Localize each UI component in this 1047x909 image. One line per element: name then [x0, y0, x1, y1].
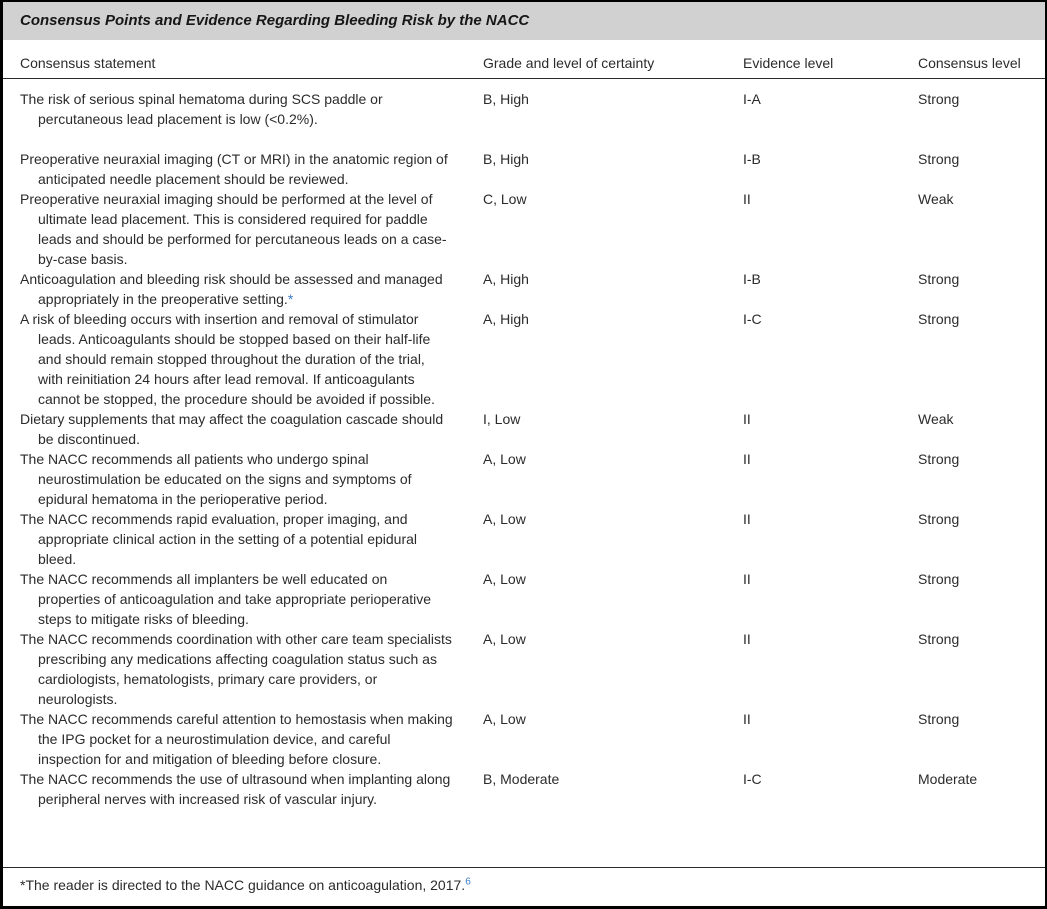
cell-consensus-statement: The risk of serious spinal hematoma during SCS paddle or percutaneous lead placement is low (<0.2%).: [20, 91, 383, 127]
column-header-consensus-level: Consensus level: [918, 55, 1021, 71]
cell-evidence-level: II: [743, 571, 751, 587]
cell-evidence-level: I-B: [743, 271, 761, 287]
column-header-grade-certainty: Grade and level of certainty: [483, 55, 655, 71]
cell-consensus-statement: The NACC recommends all patients who undergo spinal neurostimulation be educated on the signs and symptoms of epidural hematoma in the perioperative period.: [20, 451, 412, 507]
cell-consensus-level: Strong: [918, 451, 960, 467]
cell-grade-certainty: A, Low: [483, 451, 526, 467]
table-row: [20, 149, 1045, 189]
cell-consensus-statement: Preoperative neuraxial imaging (CT or MRI) in the anatomic region of anticipated needle placement should be reviewed.: [20, 151, 448, 187]
cell-grade-certainty: C, Low: [483, 191, 527, 207]
cell-consensus-statement: The NACC recommends all implanters be well educated on properties of anticoagulation and take appropriate perioperative steps to mitigate risks of bleeding.: [20, 571, 432, 627]
column-header-evidence-level: Evidence level: [743, 55, 834, 71]
table-row: [20, 509, 1045, 569]
cell-evidence-level: II: [743, 451, 751, 467]
table-row: [20, 769, 1045, 809]
footnote-reference-link[interactable]: 6: [465, 876, 471, 888]
table-row: [20, 269, 1045, 309]
cell-evidence-level: II: [743, 511, 751, 527]
table-row: [20, 309, 1045, 409]
cell-evidence-level: II: [743, 711, 751, 727]
table-row: [20, 409, 1045, 449]
cell-grade-certainty: A, Low: [483, 711, 526, 727]
cell-evidence-level: II: [743, 631, 751, 647]
cell-consensus-statement: Preoperative neuraxial imaging should be performed at the level of ultimate lead placement. This is considered required for paddle leads and should be performed for percutaneous leads on a case-by-case basis.: [20, 191, 447, 267]
cell-consensus-level: Strong: [918, 711, 960, 727]
cell-consensus-statement: A risk of bleeding occurs with insertion and removal of stimulator leads. Anticoagulants should be stopped based on their half-life and should remain stopped throughout the duration of the trial, with reinitiation 24 hours after lead removal. If anticoagulants cannot be stopped, the procedure should be avoided if possible.: [20, 311, 435, 407]
cell-grade-certainty: B, Moderate: [483, 771, 560, 787]
footnote-marker: *: [20, 877, 26, 893]
cell-evidence-level: II: [743, 191, 751, 207]
cell-grade-certainty: A, Low: [483, 571, 526, 587]
cell-evidence-level: II: [743, 411, 751, 427]
cell-grade-certainty: B, High: [483, 91, 529, 107]
cell-grade-certainty: A, Low: [483, 511, 526, 527]
table-header-row: [3, 40, 1045, 79]
cell-consensus-statement: Anticoagulation and bleeding risk should be assessed and managed appropriately in the preoperative setting.*: [20, 271, 443, 307]
cell-evidence-level: I-C: [743, 311, 762, 327]
cell-consensus-statement: Dietary supplements that may affect the coagulation cascade should be discontinued.: [20, 411, 444, 447]
cell-consensus-level: Strong: [918, 271, 960, 287]
table-title-bar: [3, 2, 1045, 40]
cell-grade-certainty: A, High: [483, 311, 529, 327]
table-body: [3, 79, 1045, 809]
cell-consensus-level: Strong: [918, 311, 960, 327]
table-row: [20, 189, 1045, 269]
footnote-asterisk-link[interactable]: *: [287, 291, 294, 307]
cell-evidence-level: I-B: [743, 151, 761, 167]
table-row: [20, 629, 1045, 709]
cell-evidence-level: I-C: [743, 771, 762, 787]
cell-consensus-level: Weak: [918, 411, 954, 427]
column-header-consensus-statement: Consensus statement: [20, 55, 156, 71]
cell-grade-certainty: A, High: [483, 271, 529, 287]
cell-grade-certainty: B, High: [483, 151, 529, 167]
table-row: [20, 569, 1045, 629]
cell-consensus-level: Strong: [918, 571, 960, 587]
cell-consensus-statement: The NACC recommends rapid evaluation, proper imaging, and appropriate clinical action in the setting of a potential epidural bleed.: [20, 511, 418, 567]
cell-evidence-level: I-A: [743, 91, 761, 107]
footnote-text: The reader is directed to the NACC guidance on anticoagulation, 2017.: [25, 877, 466, 893]
cell-consensus-statement: The NACC recommends coordination with other care team specialists prescribing any medications affecting coagulation status such as cardiologists, hematologists, primary care providers, or neurologists.: [20, 631, 452, 707]
footnote: [3, 867, 1045, 906]
cell-consensus-level: Strong: [918, 631, 960, 647]
table-title: Consensus Points and Evidence Regarding Bleeding Risk by the NACC: [20, 12, 530, 29]
cell-consensus-level: Strong: [918, 511, 960, 527]
cell-consensus-level: Weak: [918, 191, 954, 207]
cell-consensus-level: Strong: [918, 91, 960, 107]
cell-consensus-level: Strong: [918, 151, 960, 167]
table-row: [20, 709, 1045, 769]
cell-consensus-level: Moderate: [918, 771, 978, 787]
table-row: [20, 449, 1045, 509]
cell-consensus-statement: The NACC recommends careful attention to hemostasis when making the IPG pocket for a neurostimulation device, and careful inspection for and mitigation of bleeding before closure.: [20, 711, 453, 767]
cell-consensus-statement: The NACC recommends the use of ultrasound when implanting along peripheral nerves with increased risk of vascular injury.: [20, 771, 451, 807]
cell-grade-certainty: I, Low: [483, 411, 521, 427]
table-row: [20, 89, 1045, 129]
cell-grade-certainty: A, Low: [483, 631, 526, 647]
